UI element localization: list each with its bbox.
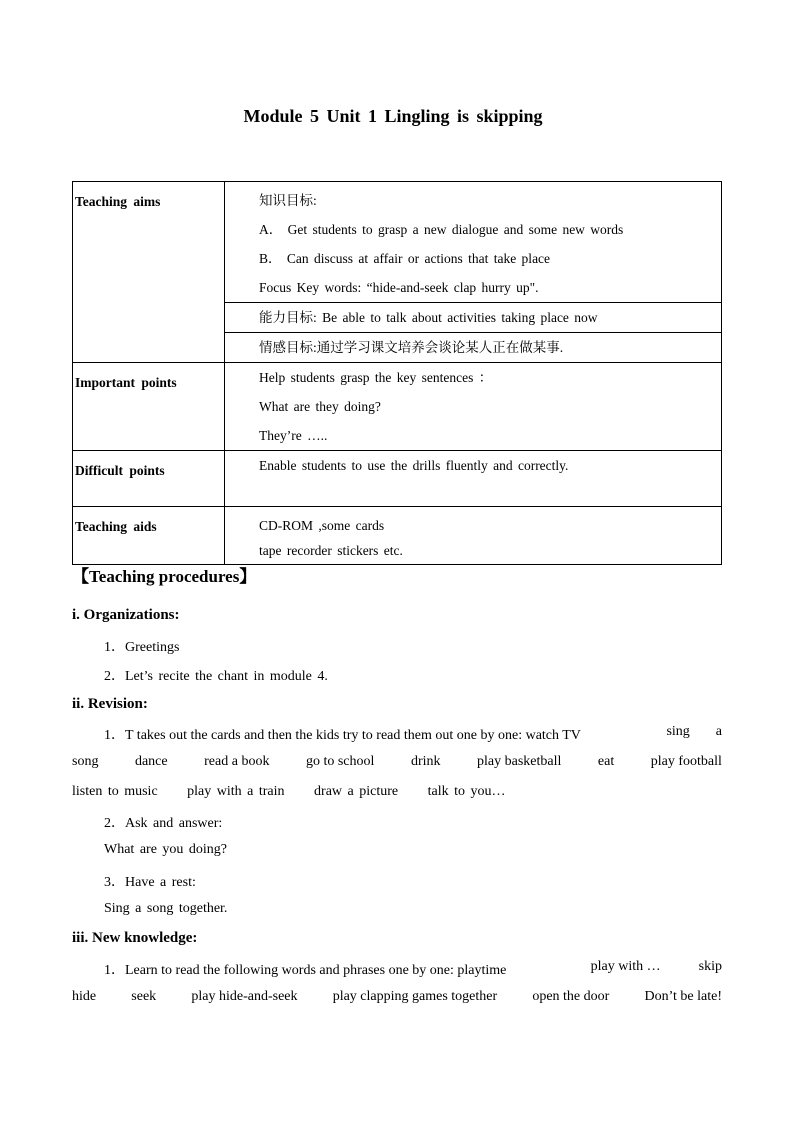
important-points-label: Important points bbox=[73, 363, 225, 451]
revision-word: read a book bbox=[204, 754, 270, 769]
document-title: Module 5 Unit 1 Lingling is skipping bbox=[243, 106, 543, 126]
new-knowledge-word: play with … bbox=[590, 959, 661, 974]
revision-word: song bbox=[72, 754, 99, 769]
new-knowledge-word: Don’t be late! bbox=[644, 989, 722, 1004]
revision-word: play with a train bbox=[187, 784, 285, 799]
difficult-points-cell bbox=[225, 451, 722, 507]
org-item: 2．Let’s recite the chant in module 4. bbox=[104, 669, 328, 684]
revision-word: drink bbox=[410, 754, 441, 769]
revision-item-3-sub: Sing a song together. bbox=[104, 901, 228, 916]
important-points-cell bbox=[225, 363, 722, 451]
revision-word: talk to you… bbox=[427, 784, 506, 799]
focus-key-words: Focus Key words: “hide-and-seek clap hurry up". bbox=[259, 280, 539, 295]
revision-word: a bbox=[715, 724, 722, 739]
revision-item-1-line-2 bbox=[72, 754, 722, 770]
new-knowledge-word: skip bbox=[698, 959, 722, 974]
revision-word: dance bbox=[134, 754, 168, 769]
ability-aims-text: 能力目标: Be able to talk about activities taking place now bbox=[259, 310, 598, 325]
teaching-aids-row bbox=[73, 507, 722, 565]
teaching-aims-label: Teaching aims bbox=[73, 182, 225, 363]
teaching-aids-cell bbox=[225, 507, 722, 565]
revision-word: draw a picture bbox=[314, 784, 399, 799]
important-point-line: Help students grasp the key sentences ： bbox=[259, 370, 493, 385]
knowledge-aims-heading: 知识目标: bbox=[259, 193, 317, 208]
new-knowledge-word: seek bbox=[131, 989, 157, 1004]
revision-word: listen to music bbox=[72, 784, 158, 799]
important-point-line: They’re ….. bbox=[259, 428, 328, 443]
new-knowledge-word: open the door bbox=[532, 989, 610, 1004]
aim-b: B． Can discuss at affair or actions that take place bbox=[259, 251, 551, 266]
organizations-title: i. Organizations: bbox=[72, 607, 180, 623]
important-point-line: What are they doing? bbox=[259, 399, 381, 414]
difficult-point-line: Enable students to use the drills fluently and correctly. bbox=[259, 458, 569, 473]
emotion-aims-cell bbox=[225, 333, 722, 363]
ability-aims-cell bbox=[225, 303, 722, 333]
new-knowledge-title: iii. New knowledge: bbox=[72, 930, 198, 946]
revision-word: eat bbox=[597, 754, 615, 769]
revision-item-2-sub: What are you doing? bbox=[104, 842, 228, 857]
procedures-heading: 【Teaching procedures】 bbox=[72, 567, 257, 586]
revision-item-1-line-1 bbox=[72, 724, 722, 744]
revision-word: sing bbox=[666, 724, 690, 739]
teaching-aids-label: Teaching aids bbox=[73, 507, 225, 565]
knowledge-aims-cell bbox=[225, 182, 722, 303]
revision-title: ii. Revision: bbox=[72, 696, 148, 712]
important-points-row bbox=[73, 363, 722, 451]
revision-item-1-line-3 bbox=[72, 784, 506, 800]
org-item: 1．Greetings bbox=[104, 640, 180, 655]
new-knowledge-line-1 bbox=[72, 959, 722, 979]
lesson-info-table bbox=[72, 181, 722, 565]
teaching-aid-line: tape recorder stickers etc. bbox=[259, 543, 403, 558]
revision-item-3: 3．Have a rest: bbox=[104, 875, 196, 890]
teaching-aims-row bbox=[73, 182, 722, 303]
revision-word: play football bbox=[650, 754, 722, 769]
new-knowledge-word: hide bbox=[72, 989, 97, 1004]
teaching-aid-line: CD-ROM ,some cards bbox=[259, 518, 385, 533]
new-knowledge-word: play hide-and-seek bbox=[191, 989, 298, 1004]
revision-item-2: 2．Ask and answer: bbox=[104, 816, 223, 831]
new-knowledge-word: play clapping games together bbox=[332, 989, 498, 1004]
emotion-aims-text: 情感目标:通过学习课文培养会谈论某人正在做某事. bbox=[259, 340, 564, 355]
new-knowledge-text: 1．Learn to read the following words and phrases one by one: playtime bbox=[104, 963, 507, 978]
difficult-points-label: Difficult points bbox=[73, 451, 225, 507]
revision-word: play basketball bbox=[477, 754, 562, 769]
aim-a: A． Get students to grasp a new dialogue and some new words bbox=[259, 222, 624, 237]
new-knowledge-line-2 bbox=[72, 989, 722, 1005]
revision-text: 1．T takes out the cards and then the kids try to read them out one by one: watch TV bbox=[104, 728, 581, 743]
revision-word: go to school bbox=[305, 754, 375, 769]
difficult-points-row bbox=[73, 451, 722, 507]
